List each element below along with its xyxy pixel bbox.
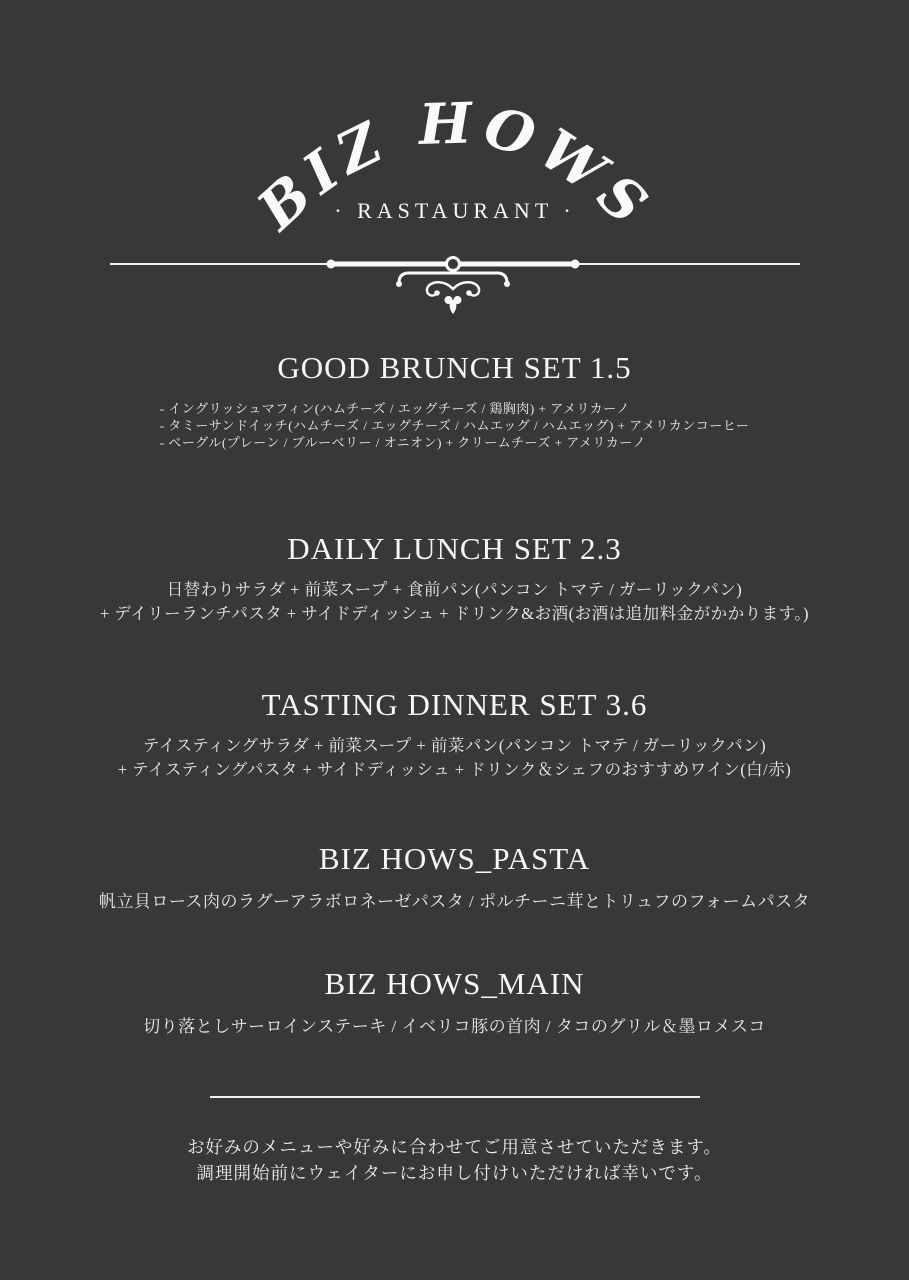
- section-description: [0, 1015, 909, 1039]
- menu-line: - イングリッシュマフィン(ハムチーズ / エッグチーズ / 鶏胸肉) + アメリカーノ: [159, 401, 630, 416]
- bracket-right-dot: [504, 281, 510, 287]
- section-daily-lunch: [0, 531, 909, 625]
- section-main: [0, 966, 909, 1039]
- menu-line: 日替わりサラダ + 前菜スープ + 食前パン(パンコン トマテ / ガーリックパン): [166, 580, 743, 599]
- menu-line: - ベーグル(プレーン / ブルーベリー / オニオン) + クリームチーズ + アメリカーノ: [159, 435, 647, 450]
- ornament-divider: [0, 256, 909, 318]
- restaurant-logo: [0, 0, 909, 248]
- divider-center-ring: [446, 258, 459, 271]
- section-description-block: [160, 400, 750, 451]
- section-title: DAILY LUNCH SET 2.3: [287, 531, 622, 566]
- divider-bracket: [399, 273, 507, 283]
- section-title: GOOD BRUNCH SET 1.5: [277, 350, 632, 385]
- menu-line: - タミーサンドイッチ(ハムチーズ / エッグチーズ / ハムエッグ / ハムエッグ) + アメリカンコーヒー: [159, 418, 750, 433]
- footer-note: [0, 1134, 909, 1186]
- logo-subtitle: · RASTAURANT ·: [333, 198, 576, 223]
- ornament-teardrop: [449, 300, 456, 314]
- divider-right-curl: [453, 282, 479, 295]
- section-description: [0, 890, 909, 914]
- divider-right-dot: [570, 260, 579, 269]
- section-tasting-dinner: [0, 687, 909, 781]
- menu-line: + テイスティングパスタ + サイドディッシュ + ドリンク＆シェフのおすすめワイン(白/赤): [117, 759, 792, 779]
- ornament-divider-graphic: [110, 256, 800, 318]
- menu-sections: [0, 350, 909, 1039]
- section-description: [0, 734, 909, 781]
- section-description: [0, 400, 909, 451]
- section-description: [0, 578, 909, 625]
- curl-left-dot: [434, 290, 440, 296]
- menu-line: テイスティングサラダ + 前菜スープ + 前菜パン(パンコン トマテ / ガーリックパン): [142, 736, 767, 755]
- section-good-brunch: [0, 350, 909, 451]
- section-title: BIZ HOWS_MAIN: [324, 966, 585, 1001]
- menu-line: + デイリーランチパスタ + サイドディッシュ + ドリンク&お酒(お酒は追加料金がかかります。): [99, 603, 809, 623]
- curl-right-dot: [466, 290, 472, 296]
- logo-title-text: BIZ HOWS: [244, 90, 665, 243]
- menu-line: 切り落としサーロインステーキ / イベリコ豚の首肉 / タコのグリル＆墨ロメスコ: [143, 1017, 766, 1036]
- footer-line: 調理開始前にウェイターにお申し付けいただければ幸いです。: [196, 1163, 713, 1183]
- footer-divider: [210, 1096, 700, 1098]
- menu-line: 帆立貝ロース肉のラグーアラボロネーゼパスタ / ポルチーニ茸とトリュフのフォームパスタ: [98, 892, 811, 911]
- section-title: BIZ HOWS_PASTA: [318, 841, 591, 876]
- footer-line: お好みのメニューや好みに合わせてご用意させていただきます。: [186, 1137, 723, 1157]
- section-pasta: [0, 841, 909, 914]
- section-title: TASTING DINNER SET 3.6: [261, 687, 648, 722]
- logo-arc-graphic: [240, 90, 670, 248]
- divider-left-dot: [326, 260, 335, 269]
- divider-left-curl: [426, 282, 452, 295]
- bracket-left-dot: [396, 281, 402, 287]
